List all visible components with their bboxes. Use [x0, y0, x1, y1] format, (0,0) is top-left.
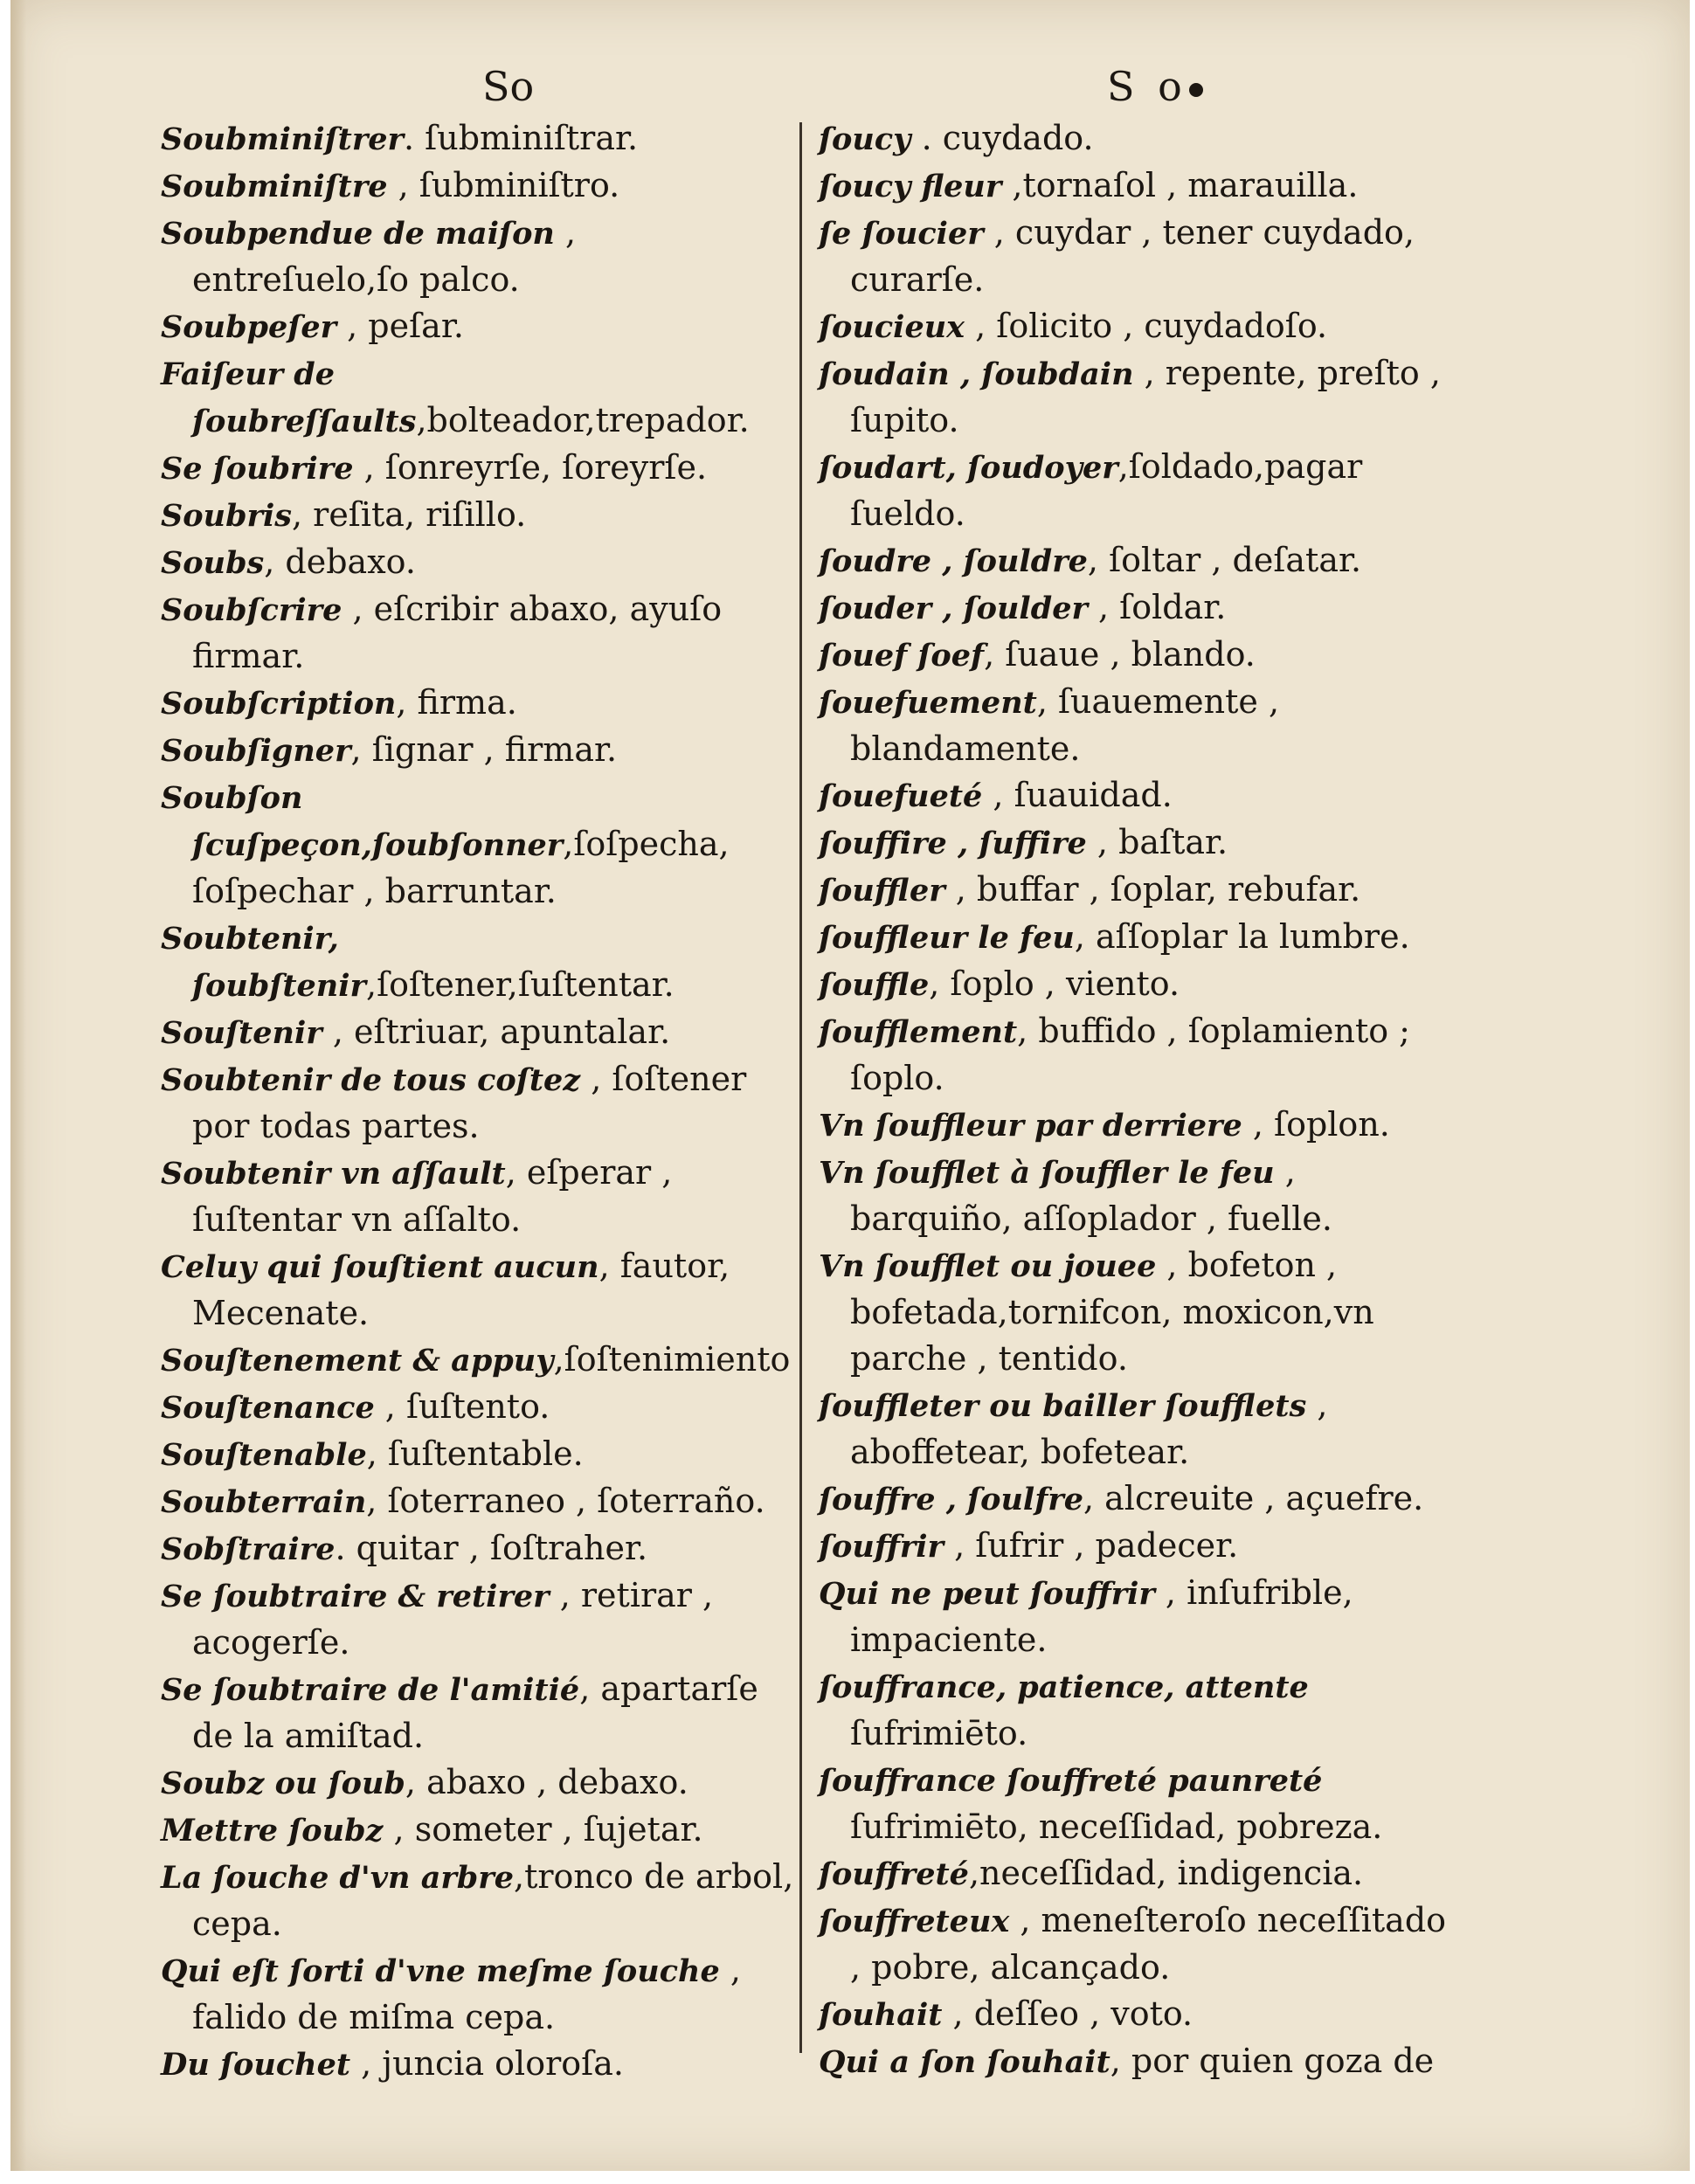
entry-separator: , — [1087, 588, 1120, 626]
dictionary-entry — [819, 1757, 1465, 1850]
entry-separator: , — [1017, 1012, 1039, 1050]
entry-headword: Du ſouchet — [161, 2047, 351, 2083]
entry-gloss: bofeton , bofetada,tornifcon, moxicon,vn parche , tentido. — [850, 1246, 1374, 1378]
dictionary-entry — [819, 1570, 1465, 1663]
entry-headword: Qui a ſon ſouhait — [819, 2044, 1110, 2080]
dictionary-entry — [819, 1102, 1465, 1149]
dictionary-entry — [161, 1947, 794, 2041]
entry-separator: , — [366, 1482, 388, 1520]
entry-gloss: buffido , ſoplamiento ; ſoplo. — [850, 1012, 1410, 1097]
dictionary-entry — [819, 1991, 1465, 2038]
dictionary-entry — [161, 115, 794, 162]
entry-gloss: ſoterraneo , ſoterraño. — [387, 1482, 765, 1520]
entry-headword: ſouffrir — [819, 1529, 944, 1565]
entry-headword: Soubtenir de tous coſtez — [161, 1062, 581, 1098]
entry-separator: , — [580, 1060, 612, 1098]
dictionary-entry — [819, 1008, 1465, 1102]
entry-gloss: ſoſtenimiento — [564, 1340, 791, 1379]
entry-separator: , — [598, 1247, 620, 1285]
entry-gloss: bolteador,trepador. — [426, 401, 750, 439]
entry-separator: , — [944, 870, 977, 909]
entry-headword: ſouffre , ſoulfre — [819, 1482, 1083, 1517]
entry-headword: Soubz ou ſoub — [161, 1766, 405, 1801]
entry-headword: Souſtenement & appuy — [161, 1343, 554, 1379]
entry-headword: Souſtenir — [161, 1015, 322, 1051]
entry-headword: Soubris — [161, 498, 292, 534]
entry-headword: ſouffrance ſouffreté paunreté — [819, 1763, 1323, 1799]
entry-separator: , — [1306, 1386, 1328, 1424]
entry-gloss: peſar. — [368, 307, 464, 345]
entry-separator: , — [1087, 541, 1110, 579]
dictionary-entry — [819, 914, 1465, 961]
entry-headword: Soubminiſtrer — [161, 121, 404, 157]
dictionary-entry — [819, 1382, 1465, 1476]
entry-separator: , — [1110, 2042, 1131, 2080]
entry-gloss: quitar , ſoſtraher. — [356, 1529, 648, 1567]
dictionary-entry — [819, 584, 1465, 632]
entry-gloss: repente, preſto , ſupito. — [850, 354, 1441, 439]
dictionary-entry — [161, 1056, 794, 1150]
entry-separator: . — [910, 119, 943, 157]
entry-gloss: abaxo , debaxo. — [426, 1763, 688, 1801]
entry-separator: , — [322, 1013, 354, 1051]
dictionary-entry — [819, 819, 1465, 867]
dictionary-entry — [819, 1242, 1465, 1382]
dictionary-entry — [819, 303, 1465, 350]
entry-headword: ſoucieux — [819, 309, 965, 345]
entry-gloss: someter , ſujetar. — [414, 1810, 703, 1849]
entry-gloss: reſita, riſillo. — [313, 495, 527, 534]
entry-separator: , — [396, 683, 418, 722]
column-divider — [799, 122, 802, 2053]
dictionary-entry — [161, 303, 794, 350]
entry-gloss: ſubminiſtro. — [419, 166, 620, 204]
dictionary-entry — [161, 350, 794, 445]
dictionary-entry — [819, 679, 1465, 772]
entry-gloss: ſoplo , viento. — [950, 964, 1180, 1003]
entry-gloss: inſufrible, impaciente. — [850, 1573, 1353, 1659]
entry-gloss: apartarſe de la amiſtad. — [192, 1669, 758, 1755]
entry-separator: , — [943, 1526, 976, 1565]
entry-separator: , — [1074, 917, 1096, 956]
dictionary-entry — [819, 537, 1465, 584]
entry-gloss: ſoſpecha, ſoſpechar , barruntar. — [192, 825, 730, 910]
entry-headword: Soubtenir vn aſſault — [161, 1156, 506, 1192]
entry-headword: ſouder , ſoulder — [819, 591, 1088, 626]
entry-gloss: ſignar , firmar. — [371, 730, 618, 769]
entry-headword: ſouffler — [819, 873, 945, 909]
entry-separator: , — [383, 1810, 415, 1849]
entry-gloss: alcreuite , açuefre. — [1104, 1479, 1424, 1517]
dictionary-entry — [161, 2041, 794, 2088]
dictionary-entry — [819, 961, 1465, 1008]
dictionary-entry — [819, 1523, 1465, 1570]
entry-gloss: aſſoplar la lumbre. — [1096, 917, 1410, 956]
entry-headword: Mettre ſoubz — [161, 1813, 384, 1849]
entry-separator: , — [342, 590, 374, 628]
entry-gloss: eſcribir abaxo, ayuſo firmar. — [192, 590, 723, 675]
entry-headword: Sobſtraire — [161, 1531, 336, 1567]
dictionary-entry — [161, 210, 794, 303]
entry-gloss: ſonreyrſe, ſoreyrſe. — [384, 448, 708, 487]
entry-headword: ſe ſoucier — [819, 216, 984, 252]
entry-separator: , — [514, 1857, 525, 1896]
dictionary-entry — [161, 1572, 794, 1666]
entry-gloss: eſtriuar, apuntalar. — [354, 1013, 671, 1051]
entry-headword: Faiſeur de ſoubreſſaults — [161, 356, 417, 439]
entry-headword: Souſtenance — [161, 1390, 375, 1426]
dictionary-entry — [819, 867, 1465, 914]
dictionary-entry — [161, 1666, 794, 1759]
entry-headword: Soubs — [161, 545, 265, 581]
entry-headword: Vn ſoufflet ou jouee — [819, 1248, 1157, 1284]
entry-headword: ſoudain , ſoubdain — [819, 356, 1134, 392]
page-gutter-shadow — [10, 0, 26, 2171]
right-column — [819, 115, 1465, 2085]
dictionary-entry — [819, 1476, 1465, 1523]
left-column — [161, 115, 794, 2088]
entry-headword: Soubterrain — [161, 1484, 367, 1520]
entry-headword: Soubpeſer — [161, 309, 337, 345]
entry-separator: , — [554, 213, 577, 252]
entry-headword: Vn ſouffleur par derriere — [819, 1108, 1242, 1144]
dictionary-entry — [161, 680, 794, 727]
entry-gloss: retirar , acogerſe. — [192, 1576, 714, 1662]
entry-separator: , — [387, 166, 419, 204]
entry-separator: , — [1274, 1152, 1296, 1191]
entry-gloss: ſoldar. — [1119, 588, 1227, 626]
entry-separator: . — [335, 1529, 356, 1567]
entry-separator: , — [563, 825, 574, 863]
entry-separator: , — [366, 965, 377, 1004]
entry-separator: , — [549, 1576, 581, 1614]
entry-gloss: firma. — [417, 683, 517, 722]
entry-gloss: fautor, Mecenate. — [192, 1247, 730, 1332]
entry-separator: , — [942, 1994, 974, 2033]
entry-headword: Soubſigner — [161, 733, 351, 769]
entry-headword: Soubtenir, ſoubſtenir — [161, 921, 366, 1004]
dictionary-entry — [819, 1850, 1465, 1897]
dictionary-entry — [161, 1009, 794, 1056]
dictionary-entry — [161, 774, 794, 915]
dictionary-entry — [161, 915, 794, 1009]
entry-separator: , — [1009, 1901, 1041, 1939]
entry-headword: Qui eſt ſorti d'vne meſme ſouche — [161, 1953, 720, 1989]
dictionary-entry — [819, 1897, 1465, 1991]
entry-separator: , — [1036, 682, 1058, 721]
entry-headword: ſouffleter ou bailler ſoufflets — [819, 1388, 1307, 1424]
entry-gloss: ſolicito , cuydadoſo. — [996, 307, 1328, 345]
entry-separator: , — [1156, 1246, 1188, 1284]
entry-gloss: eſperar , ſuſtentar vn aſſalto. — [192, 1153, 673, 1239]
entry-gloss: ſufrimiēto, neceſſidad, pobreza. — [850, 1807, 1383, 1846]
entry-gloss: ſoltar , deſatar. — [1109, 541, 1362, 579]
entry-separator: , — [965, 307, 997, 345]
entry-headword: Celuy qui ſouſtient aucun — [161, 1249, 599, 1285]
dictionary-entry — [161, 1525, 794, 1572]
dictionary-entry — [161, 1337, 794, 1384]
running-head-right — [1107, 63, 1203, 110]
entry-gloss: deſſeo , voto. — [973, 1994, 1193, 2033]
entry-gloss: tornaſol , marauilla. — [1022, 166, 1359, 204]
dictionary-entry — [819, 115, 1465, 162]
entry-separator: , — [1086, 823, 1119, 861]
entry-headword: Se ſoubrire — [161, 451, 354, 487]
entry-separator: , — [405, 1763, 427, 1801]
entry-gloss: por quien goza de — [1131, 2042, 1435, 2080]
entry-gloss: aboffetear, bofetear. — [850, 1433, 1190, 1471]
dictionary-entry — [161, 1150, 794, 1243]
entry-headword: Soubſon ſcuſpeçon,ſoubſonner — [161, 780, 564, 863]
entry-headword: ſoucy fleur — [819, 169, 1002, 204]
entry-separator: , — [1001, 166, 1023, 204]
entry-gloss: meneſteroſo neceſſitado , pobre, alcançado. — [850, 1901, 1447, 1987]
entry-headword: Qui ne peut ſouffrir — [819, 1576, 1155, 1612]
entry-headword: ſouffrance, patience, attente — [819, 1669, 1309, 1705]
entry-headword: ſouhait — [819, 1997, 943, 2033]
running-head-right-text: S o — [1107, 63, 1187, 110]
running-head-ornament — [1189, 83, 1203, 97]
dictionary-entry — [161, 1807, 794, 1854]
entry-separator: , — [1242, 1105, 1275, 1144]
entry-separator: , — [291, 495, 314, 534]
entry-separator: . — [403, 119, 425, 157]
entry-headword: ſouffleur le feu — [819, 920, 1075, 956]
entry-gloss: neceſſidad, indigencia. — [979, 1854, 1364, 1892]
entry-headword: Soubpendue de maiſon — [161, 216, 555, 252]
entry-gloss: ſoldado,pagar ſueldo. — [850, 447, 1363, 533]
entry-gloss: ſufrir , padecer. — [975, 1526, 1239, 1565]
entry-gloss: ſoſtener,ſuſtentar. — [377, 965, 675, 1004]
entry-headword: ſoudre , ſouldre — [819, 543, 1088, 579]
entry-separator: , — [416, 401, 427, 439]
dictionary-entry — [161, 1478, 794, 1525]
dictionary-entry — [161, 586, 794, 680]
entry-gloss: ſufrimiēto. — [850, 1714, 1028, 1752]
entry-separator: , — [984, 635, 1006, 674]
entry-headword: ſouefuement — [819, 685, 1037, 721]
entry-gloss: ſoplon. — [1274, 1105, 1390, 1144]
entry-separator: , — [982, 776, 1014, 814]
entry-separator: , — [374, 1387, 406, 1426]
entry-headword: Soubminiſtre — [161, 169, 388, 204]
entry-gloss: entreſuelo,ſo palco. — [192, 260, 520, 299]
dictionary-entry — [161, 539, 794, 586]
dictionary-entry — [819, 210, 1465, 303]
dictionary-entry — [161, 1759, 794, 1807]
entry-gloss: cuydar , tener cuydado, curarſe. — [850, 213, 1415, 299]
entry-headword: Souſtenable — [161, 1437, 367, 1473]
entry-separator: , — [929, 964, 951, 1003]
entry-headword: Se ſoubtraire & retirer — [161, 1579, 550, 1614]
dictionary-entry — [161, 727, 794, 774]
dictionary-entry — [161, 1384, 794, 1431]
entry-headword: ſouffreteux — [819, 1904, 1010, 1939]
dictionary-entry — [819, 162, 1465, 210]
entry-separator: , — [1083, 1479, 1105, 1517]
dictionary-entry — [819, 1149, 1465, 1242]
entry-separator: , — [353, 448, 385, 487]
entry-headword: ſoucy — [819, 121, 911, 157]
entry-gloss: debaxo. — [285, 543, 416, 581]
entry-gloss: falido de miſma cepa. — [192, 1998, 556, 2036]
entry-separator: , — [968, 1854, 980, 1892]
entry-separator: , — [579, 1669, 601, 1708]
entry-separator: , — [719, 1951, 741, 1989]
dictionary-entry — [161, 1243, 794, 1337]
entry-gloss: barquiño, aſſoplador , fuelle. — [850, 1199, 1332, 1238]
dictionary-entry — [819, 350, 1465, 444]
entry-separator: , — [1133, 354, 1166, 392]
entry-separator: , — [505, 1153, 527, 1192]
entry-headword: ſouef ſoef — [819, 638, 985, 674]
entry-gloss: tronco de arbol, cepa. — [192, 1857, 794, 1943]
dictionary-entry — [161, 1854, 794, 1947]
dictionary-entry — [161, 162, 794, 210]
entry-gloss: ſuauidad. — [1014, 776, 1173, 814]
dictionary-entry — [161, 445, 794, 492]
dictionary-entry — [819, 444, 1465, 537]
book-page — [10, 0, 1690, 2171]
entry-headword: ſoudart, ſoudoyer — [819, 450, 1118, 486]
entry-separator: , — [983, 213, 1015, 252]
entry-headword: Vn ſoufflet à ſouffler le feu — [819, 1155, 1275, 1191]
entry-gloss: ſuaue , blando. — [1005, 635, 1256, 674]
entry-separator: , — [350, 730, 372, 769]
dictionary-entry — [161, 492, 794, 539]
entry-headword: ſouffreté — [819, 1856, 969, 1892]
dictionary-entry — [161, 1431, 794, 1478]
running-head-left: So — [482, 63, 535, 110]
entry-separator: , — [350, 2044, 383, 2083]
dictionary-entry — [819, 1663, 1465, 1757]
entry-separator: , — [366, 1434, 388, 1473]
entry-separator: , — [336, 307, 369, 345]
entry-headword: Soubſcrire — [161, 592, 342, 628]
entry-gloss: ſuſtento. — [405, 1387, 550, 1426]
entry-gloss: ſubminiſtrar. — [425, 119, 639, 157]
entry-headword: ſouffire , ſuffire — [819, 826, 1087, 861]
entry-headword: ſoufflement — [819, 1014, 1018, 1050]
entry-gloss: ſuſtentable. — [387, 1434, 584, 1473]
entry-headword: Se ſoubtraire de l'amitié — [161, 1672, 580, 1708]
entry-headword: ſouefueté — [819, 778, 983, 814]
entry-separator: , — [1117, 447, 1129, 486]
entry-separator: , — [264, 543, 286, 581]
entry-gloss: ſuauemente , blandamente. — [850, 682, 1280, 768]
entry-headword: ſouffle — [819, 967, 930, 1003]
entry-headword: La ſouche d'vn arbre — [161, 1860, 514, 1896]
entry-separator: , — [553, 1340, 564, 1379]
dictionary-entry — [819, 2038, 1465, 2085]
entry-gloss: ſoſtener por todas partes. — [192, 1060, 747, 1145]
entry-separator: , — [1154, 1573, 1187, 1612]
entry-gloss: buffar , ſoplar, rebufar. — [976, 870, 1361, 909]
entry-headword: Soubſcription — [161, 686, 397, 722]
entry-gloss: cuydado. — [942, 119, 1094, 157]
dictionary-entry — [819, 632, 1465, 679]
dictionary-entry — [819, 772, 1465, 819]
entry-gloss: juncia oloroſa. — [382, 2044, 624, 2083]
entry-gloss: baſtar. — [1118, 823, 1228, 861]
